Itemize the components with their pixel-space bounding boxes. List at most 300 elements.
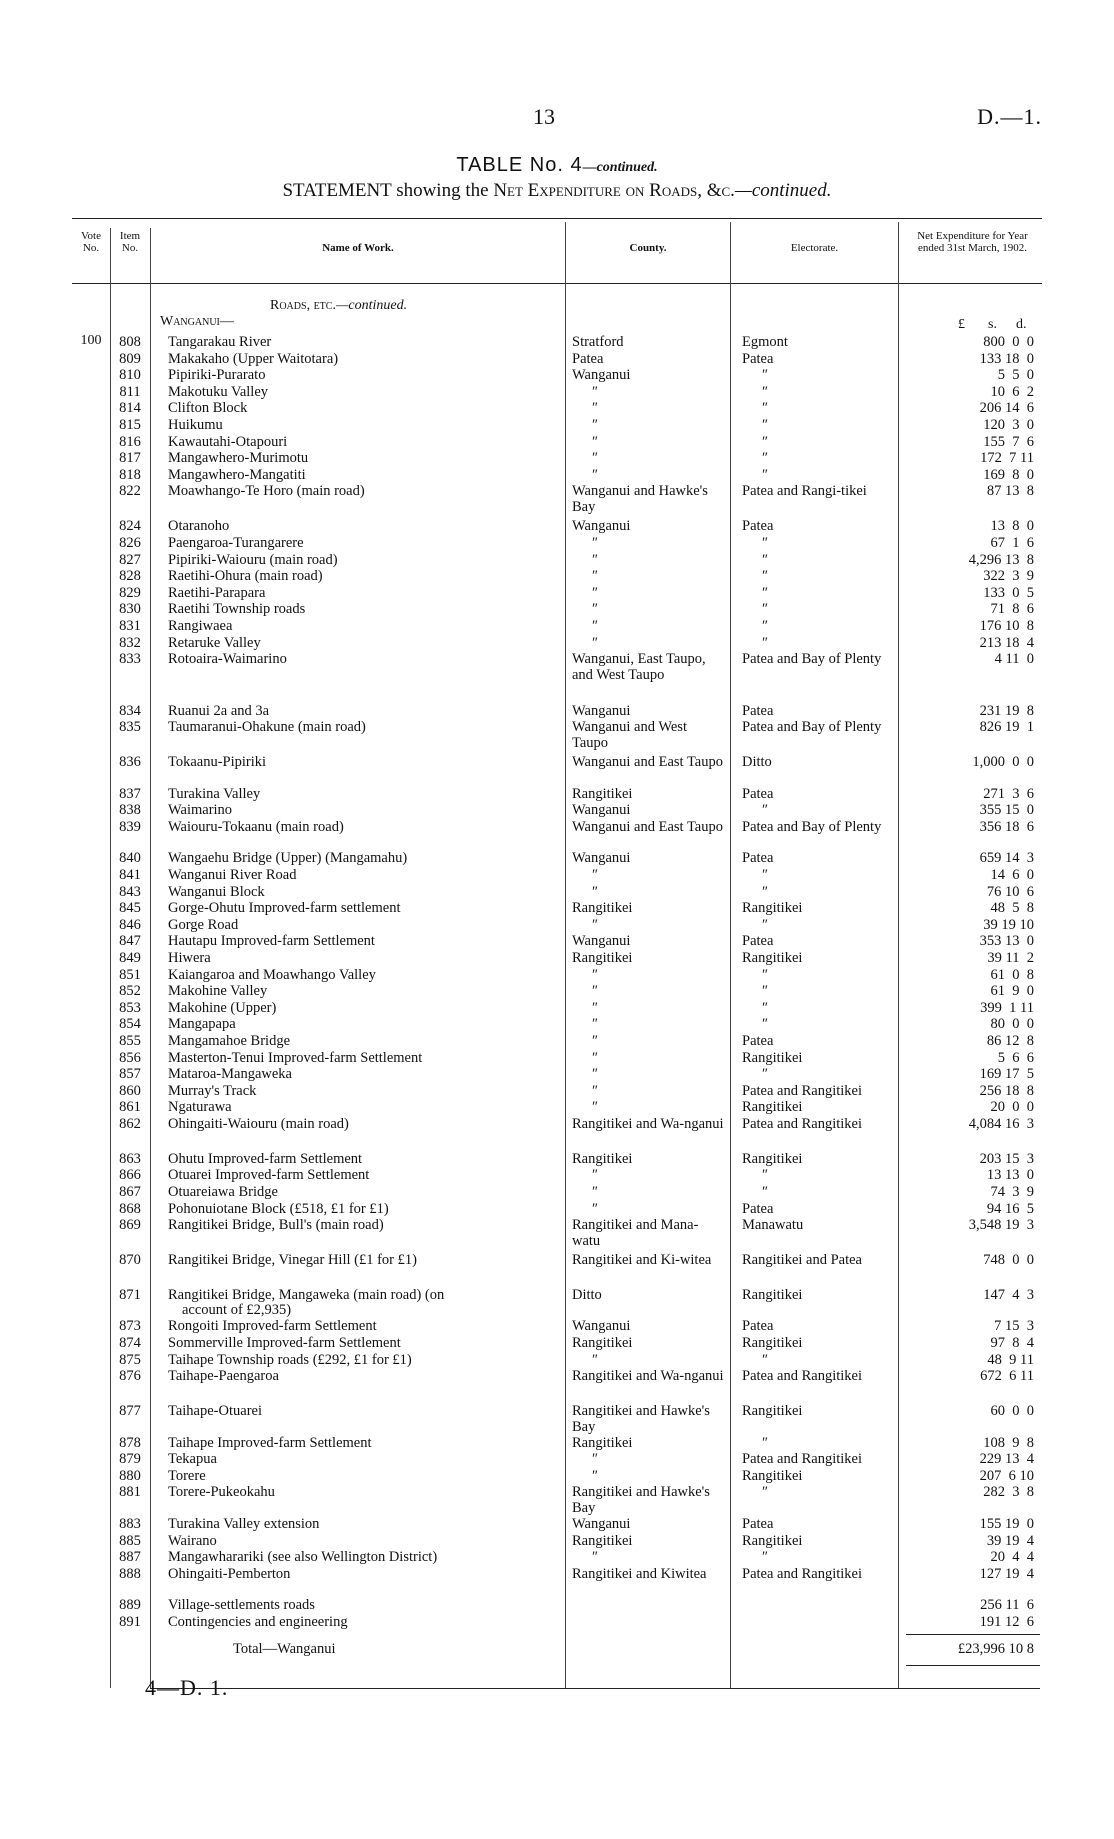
work-name: Wangaehu Bridge (Upper) (Mangamahu) [168, 850, 408, 867]
county-cell: ″ [592, 634, 599, 651]
item-number: 875 [119, 1351, 141, 1368]
county-cell: ″ [592, 534, 599, 551]
divider-name-county [565, 222, 566, 1688]
net-expenditure-amount: 206 14 6 [979, 400, 1034, 417]
net-expenditure-amount: 169 8 0 [983, 466, 1034, 483]
work-name-continued: account of £2,935) [182, 1301, 292, 1318]
work-name: Sommerville Improved-farm Settlement [168, 1335, 401, 1351]
net-expenditure-amount: 87 13 8 [986, 483, 1034, 500]
item-number: 871 [119, 1286, 141, 1303]
net-expenditure-amount: 191 12 6 [979, 1613, 1034, 1630]
electorate-cell: ″ [762, 916, 769, 933]
electorate-cell: ″ [762, 400, 769, 417]
net-expenditure-amount: 48 9 11 [987, 1351, 1034, 1368]
work-name: Tekapua [168, 1451, 217, 1468]
net-expenditure-amount: 60 0 0 [990, 1403, 1034, 1419]
work-name: Ohingaiti-Waiouru (main road) [168, 1115, 349, 1132]
work-name: Taihape Improved-farm Settlement [168, 1434, 372, 1451]
electorate-cell: Rangitikei [742, 1150, 803, 1167]
net-expenditure-amount: 67 1 6 [990, 534, 1034, 551]
county-cell: Rangitikei [572, 1335, 633, 1351]
electorate-cell: ″ [762, 966, 769, 983]
header-top-rule [72, 218, 1042, 219]
net-expenditure-amount: 133 18 0 [979, 350, 1034, 367]
county-cell: Rangitikei and Kiwitea [572, 1565, 707, 1582]
electorate-cell: Rangitikei [742, 1532, 803, 1549]
county-cell: Wanganui [572, 850, 631, 867]
col-header-name: Name of Work. [322, 242, 394, 254]
work-name: Contingencies and engineering [168, 1613, 348, 1630]
county-cell: ″ [592, 433, 599, 450]
net-expenditure-amount: 61 0 8 [990, 966, 1034, 983]
table-title-main: TABLE No. 4 [456, 154, 583, 176]
col-header-vote: Vote No. [81, 230, 101, 254]
item-number: 816 [119, 433, 141, 450]
electorate-cell: ″ [762, 1484, 769, 1501]
electorate-cell: ″ [762, 802, 769, 819]
electorate-cell: Patea [742, 1032, 774, 1049]
net-expenditure-amount: 10 6 2 [990, 383, 1034, 400]
net-expenditure-amount: 229 13 4 [979, 1451, 1034, 1468]
item-number: 854 [119, 1016, 141, 1033]
work-name: Turakina Valley extension [168, 1515, 320, 1532]
electorate-cell: Ditto [742, 754, 772, 770]
item-number: 835 [119, 719, 141, 736]
net-expenditure-amount: 826 19 1 [979, 719, 1034, 736]
item-number: 853 [119, 999, 141, 1016]
work-name: Makohine Valley [168, 983, 268, 1000]
county-cell: Wanganui [572, 933, 631, 950]
net-expenditure-amount: 61 9 0 [990, 983, 1034, 1000]
work-name: Hiwera [168, 949, 211, 966]
item-number: 868 [119, 1200, 141, 1217]
electorate-cell: ″ [762, 1016, 769, 1033]
col-header-net-expenditure: Net Expenditure for Year ended 31st March, 1902. [917, 230, 1028, 254]
county-cell: ″ [592, 417, 599, 433]
item-number: 851 [119, 966, 141, 983]
county-cell: Ditto [572, 1286, 602, 1303]
electorate-cell: ″ [762, 466, 769, 483]
net-expenditure-amount: 133 0 5 [983, 584, 1034, 601]
work-name: Rangiwaea [168, 617, 233, 634]
electorate-cell: Rangitikei [742, 1335, 803, 1351]
work-name: Otuareiawa Bridge [168, 1183, 278, 1200]
footer-signature: 4—D. 1. [145, 1675, 229, 1700]
electorate-cell: ″ [762, 1167, 769, 1184]
net-expenditure-amount: 1,000 0 0 [972, 754, 1034, 770]
item-number: 881 [119, 1484, 141, 1501]
item-number: 870 [119, 1252, 141, 1268]
electorate-cell: Egmont [742, 334, 788, 350]
work-name: Taihape-Paengaroa [168, 1368, 279, 1385]
work-name: Tokaanu-Pipiriki [168, 754, 267, 770]
work-name: Kawautahi-Otapouri [168, 433, 288, 450]
electorate-cell: ″ [762, 617, 769, 634]
item-number: 818 [119, 466, 141, 483]
item-number: 843 [119, 883, 141, 900]
net-expenditure-amount: 39 19 4 [986, 1532, 1034, 1549]
electorate-cell: Patea [742, 933, 774, 950]
electorate-cell: ″ [762, 983, 769, 1000]
item-number: 829 [119, 584, 141, 601]
electorate-cell: Patea and Bay of Plenty [742, 719, 882, 736]
county-cell: ″ [592, 1167, 599, 1184]
work-name: Waiouru-Tokaanu (main road) [168, 818, 344, 835]
county-cell: ″ [592, 1032, 599, 1049]
work-name: Moawhango-Te Horo (main road) [168, 483, 365, 500]
county-cell: Stratford [572, 334, 624, 350]
electorate-cell: Patea [742, 350, 774, 367]
work-name: Raetihi-Ohura (main road) [168, 568, 323, 585]
item-number: 840 [119, 850, 141, 867]
electorate-cell: ″ [762, 601, 769, 618]
electorate-cell: Patea [742, 1515, 774, 1532]
work-name: Pipiriki-Purarato [168, 367, 266, 384]
electorate-cell: ″ [762, 1434, 769, 1451]
net-expenditure-amount: 4,084 16 3 [968, 1115, 1034, 1132]
electorate-cell: Patea [742, 518, 774, 535]
net-expenditure-amount: 356 18 6 [979, 818, 1034, 835]
item-number: 869 [119, 1217, 141, 1234]
work-name: Hautapu Improved-farm Settlement [168, 933, 375, 950]
work-name: Mangawhero-Murimotu [168, 450, 309, 467]
net-expenditure-amount: 39 11 2 [987, 949, 1034, 966]
work-name: Rotoaira-Waimarino [168, 651, 287, 668]
item-number: 833 [119, 651, 141, 668]
county-cell: ″ [592, 1467, 599, 1484]
county-cell: ″ [592, 1549, 599, 1566]
net-expenditure-amount: 256 18 8 [979, 1082, 1034, 1099]
net-expenditure-amount: 231 19 8 [979, 702, 1034, 719]
item-number: 883 [119, 1515, 141, 1532]
work-name: Ruanui 2a and 3a [168, 702, 270, 719]
electorate-cell: Patea and Rangitikei [742, 1565, 862, 1582]
electorate-cell: ″ [762, 433, 769, 450]
net-expenditure-amount: 7 15 3 [994, 1318, 1034, 1335]
net-expenditure-amount: 5 5 0 [997, 367, 1034, 384]
county-cell: Rangitikei and Wa-nganui [572, 1368, 724, 1385]
net-expenditure-amount: 4 11 0 [994, 651, 1034, 668]
total-label: Total—Wanganui [233, 1641, 336, 1657]
electorate-cell: ″ [762, 1549, 769, 1566]
item-number: 822 [119, 483, 141, 500]
item-number: 877 [119, 1403, 141, 1419]
work-name: Wanganui Block [168, 883, 265, 900]
work-name: Mangawharariki (see also Wellington District) [168, 1549, 438, 1566]
item-number: 814 [119, 400, 141, 417]
item-number: 852 [119, 983, 141, 1000]
item-number: 888 [119, 1565, 141, 1582]
electorate-cell: ″ [762, 866, 769, 883]
electorate-cell: Patea [742, 850, 774, 867]
county-cell: Rangitikei [572, 1150, 633, 1167]
county-cell: ″ [592, 866, 599, 883]
table-title-suffix: —continued. [582, 160, 658, 175]
electorate-cell: Rangitikei [742, 949, 803, 966]
item-number: 830 [119, 601, 141, 618]
county-cell: Wanganui and Hawke's Bay [572, 483, 708, 516]
group-heading: Wanganui— [160, 314, 234, 329]
electorate-cell: Patea [742, 785, 774, 802]
county-cell: ″ [592, 1351, 599, 1368]
net-expenditure-amount: 169 17 5 [979, 1066, 1034, 1083]
electorate-cell: Patea and Bay of Plenty [742, 651, 882, 668]
county-cell: ″ [592, 1183, 599, 1200]
county-cell: ″ [592, 450, 599, 467]
item-number: 831 [119, 617, 141, 634]
work-name: Mangawhero-Mangatiti [168, 466, 306, 483]
item-number: 879 [119, 1451, 141, 1468]
net-expenditure-amount: 3,548 19 3 [968, 1217, 1034, 1234]
section-heading-caps: Roads, etc. [270, 298, 336, 313]
work-name: Torere [168, 1467, 206, 1484]
electorate-cell: Rangitikei [742, 1403, 803, 1419]
net-expenditure-amount: 147 4 3 [983, 1286, 1034, 1303]
table-bottom-rule [150, 1688, 1040, 1689]
county-cell: Wanganui and West Taupo [572, 719, 687, 752]
county-cell: ″ [592, 983, 599, 1000]
county-cell: Rangitikei and Hawke's Bay [572, 1484, 710, 1517]
item-number: 889 [119, 1597, 141, 1614]
electorate-cell: Rangitikei and Patea [742, 1252, 862, 1268]
net-expenditure-amount: 672 6 11 [980, 1368, 1034, 1385]
county-cell: Wanganui and East Taupo [572, 754, 723, 770]
net-expenditure-amount: 20 4 4 [990, 1549, 1034, 1566]
electorate-cell: Patea and Rangitikei [742, 1451, 862, 1468]
work-name: Otaranoho [168, 518, 230, 535]
county-cell: Rangitikei and Mana-watu [572, 1217, 699, 1250]
county-cell: ″ [592, 999, 599, 1016]
county-cell: Rangitikei [572, 900, 633, 917]
electorate-cell: Patea and Rangi-tikei [742, 483, 867, 500]
electorate-cell: Manawatu [742, 1217, 804, 1234]
county-cell: ″ [592, 1200, 599, 1217]
electorate-cell: Rangitikei [742, 1286, 803, 1303]
work-name: Raetihi-Parapara [168, 584, 266, 601]
item-number: 845 [119, 900, 141, 917]
net-expenditure-amount: 213 18 4 [979, 634, 1034, 651]
work-name: Waimarino [168, 802, 233, 819]
net-expenditure-amount: 172 7 11 [980, 450, 1034, 467]
item-number: 880 [119, 1467, 141, 1484]
item-number: 849 [119, 949, 141, 966]
work-name: Gorge-Ohutu Improved-farm settlement [168, 900, 401, 917]
net-expenditure-amount: 13 8 0 [990, 518, 1034, 535]
work-name: Masterton-Tenui Improved-farm Settlement [168, 1049, 423, 1066]
net-expenditure-amount: 353 13 0 [979, 933, 1034, 950]
county-cell: Wanganui [572, 802, 631, 819]
county-cell: ″ [592, 584, 599, 601]
work-name: Mangamahoe Bridge [168, 1032, 291, 1049]
item-number: 827 [119, 551, 141, 568]
work-name: Rongoiti Improved-farm Settlement [168, 1318, 377, 1335]
electorate-cell: ″ [762, 551, 769, 568]
electorate-cell: ″ [762, 999, 769, 1016]
work-name: Taihape Township roads (£292, £1 for £1) [168, 1351, 412, 1368]
item-number: 836 [119, 754, 141, 770]
net-expenditure-amount: 748 0 0 [983, 1252, 1034, 1268]
col-header-item: Item No. [119, 230, 141, 254]
net-expenditure-amount: 399 1 11 [980, 999, 1034, 1016]
item-number: 860 [119, 1082, 141, 1099]
net-expenditure-amount: 176 10 8 [979, 617, 1034, 634]
county-cell: Rangitikei and Hawke's Bay [572, 1403, 710, 1435]
item-number: 841 [119, 866, 141, 883]
total-bottom-rule [906, 1665, 1040, 1666]
electorate-cell: Patea [742, 1318, 774, 1335]
work-name: Otuarei Improved-farm Settlement [168, 1167, 370, 1184]
work-name: Rangitikei Bridge, Vinegar Hill (£1 for £1) [168, 1252, 417, 1268]
item-number: 876 [119, 1368, 141, 1385]
county-cell: Rangitikei [572, 1434, 633, 1451]
item-number: 847 [119, 933, 141, 950]
county-cell: ″ [592, 966, 599, 983]
electorate-cell: ″ [762, 1351, 769, 1368]
county-cell: ″ [592, 383, 599, 400]
electorate-cell: ″ [762, 1066, 769, 1083]
table-subtitle [0, 180, 1114, 202]
net-expenditure-amount: 97 8 4 [990, 1335, 1034, 1351]
net-expenditure-amount: 14 6 0 [990, 866, 1034, 883]
item-number: 809 [119, 350, 141, 367]
work-name: Turakina Valley [168, 785, 261, 802]
work-name: Makakaho (Upper Waitotara) [168, 350, 339, 367]
work-name: Tangarakau River [168, 334, 272, 350]
net-expenditure-amount: 355 15 0 [979, 802, 1034, 819]
net-expenditure-amount: 48 5 8 [990, 900, 1034, 917]
item-number: 855 [119, 1032, 141, 1049]
divider-item-name [150, 228, 151, 1688]
county-cell: Wanganui [572, 518, 631, 535]
electorate-cell: ″ [762, 1183, 769, 1200]
item-number: 866 [119, 1167, 141, 1184]
work-name: Wairano [168, 1532, 217, 1549]
net-expenditure-amount: 108 9 8 [983, 1434, 1034, 1451]
net-expenditure-amount: 71 8 6 [990, 601, 1034, 618]
work-name: Wanganui River Road [168, 866, 297, 883]
header-bottom-rule [72, 283, 1042, 284]
county-cell: ″ [592, 1016, 599, 1033]
county-cell: Wanganui [572, 1515, 631, 1532]
electorate-cell: ″ [762, 634, 769, 651]
item-number: 862 [119, 1115, 141, 1132]
work-name: Pohonuiotane Block (£518, £1 for £1) [168, 1200, 389, 1217]
work-name: Paengaroa-Turangarere [168, 534, 304, 551]
net-expenditure-amount: 120 3 0 [983, 417, 1034, 433]
net-expenditure-amount: 800 0 0 [983, 334, 1034, 350]
net-expenditure-amount: 5 6 6 [997, 1049, 1034, 1066]
page-header [0, 104, 1114, 134]
item-number: 824 [119, 518, 141, 535]
county-cell: ″ [592, 466, 599, 483]
item-number: 839 [119, 818, 141, 835]
net-expenditure-amount: 659 14 3 [979, 850, 1034, 867]
county-cell: Rangitikei [572, 1532, 633, 1549]
electorate-cell: Patea [742, 702, 774, 719]
work-name: Ohingaiti-Pemberton [168, 1565, 291, 1582]
net-expenditure-amount: 256 11 6 [980, 1597, 1034, 1614]
section-heading-tail: —continued. [335, 298, 408, 313]
work-name: Rangitikei Bridge, Bull's (main road) [168, 1217, 384, 1234]
work-name: Raetihi Township roads [168, 601, 306, 618]
net-expenditure-amount: 74 3 9 [990, 1183, 1034, 1200]
net-expenditure-amount: 13 13 0 [986, 1167, 1034, 1184]
item-number: 867 [119, 1183, 141, 1200]
electorate-cell: ″ [762, 383, 769, 400]
net-expenditure-amount: 20 0 0 [990, 1099, 1034, 1116]
county-cell: Rangitikei and Wa-nganui [572, 1115, 724, 1132]
item-number: 891 [119, 1613, 141, 1630]
work-name: Ohutu Improved-farm Settlement [168, 1150, 363, 1167]
net-expenditure-amount: 155 19 0 [979, 1515, 1034, 1532]
item-number: 817 [119, 450, 141, 467]
net-expenditure-amount: 322 3 9 [983, 568, 1034, 585]
section-code: D.—1. [977, 104, 1042, 129]
item-number: 811 [119, 383, 141, 400]
item-number: 838 [119, 802, 141, 819]
work-name: Taumaranui-Ohakune (main road) [168, 719, 366, 736]
county-cell: ″ [592, 551, 599, 568]
work-name: Gorge Road [168, 916, 239, 933]
item-number: 874 [119, 1335, 141, 1351]
item-number: 846 [119, 916, 141, 933]
electorate-cell: ″ [762, 367, 769, 384]
county-cell: Wanganui [572, 1318, 631, 1335]
col-header-county: County. [629, 242, 667, 254]
subtitle-tail: —continued. [734, 180, 832, 201]
electorate-cell: ″ [762, 534, 769, 551]
item-number: 834 [119, 702, 141, 719]
item-number: 878 [119, 1434, 141, 1451]
section-heading [270, 298, 407, 314]
electorate-cell: Patea and Bay of Plenty [742, 818, 882, 835]
county-cell: ″ [592, 1066, 599, 1083]
electorate-cell: ″ [762, 584, 769, 601]
currency-pence: d. [1016, 317, 1027, 332]
net-expenditure-amount: 203 15 3 [979, 1150, 1034, 1167]
county-cell: ″ [592, 916, 599, 933]
work-name: Kaiangaroa and Moawhango Valley [168, 966, 376, 983]
net-expenditure-amount: 271 3 6 [983, 785, 1034, 802]
work-name: Makohine (Upper) [168, 999, 277, 1016]
work-name: Makotuku Valley [168, 383, 269, 400]
net-expenditure-amount: 282 3 8 [983, 1484, 1034, 1501]
electorate-cell: ″ [762, 450, 769, 467]
col-header-electorate: Electorate. [790, 242, 839, 254]
subtitle-lead: STATEMENT showing the [282, 180, 494, 201]
electorate-cell: Patea and Rangitikei [742, 1082, 862, 1099]
net-expenditure-amount: 39 19 10 [983, 916, 1034, 933]
county-cell: ″ [592, 400, 599, 417]
work-name: Murray's Track [168, 1082, 257, 1099]
work-name: Ngaturawa [168, 1099, 232, 1116]
item-number: 815 [119, 417, 141, 433]
net-expenditure-amount: 127 19 4 [979, 1565, 1034, 1582]
county-cell: Rangitikei [572, 949, 633, 966]
county-cell: Wanganui [572, 702, 631, 719]
page-number: 13 [533, 104, 555, 129]
electorate-cell: ″ [762, 568, 769, 585]
county-cell: ″ [592, 1099, 599, 1116]
work-name: Huikumu [168, 417, 223, 433]
county-cell: ″ [592, 1049, 599, 1066]
net-expenditure-amount: 86 12 8 [986, 1032, 1034, 1049]
work-name: Pipiriki-Waiouru (main road) [168, 551, 338, 568]
vote-number: 100 [80, 333, 102, 348]
net-expenditure-amount: 76 10 6 [986, 883, 1034, 900]
work-name: Mataroa-Mangaweka [168, 1066, 292, 1083]
county-cell: Wanganui [572, 367, 631, 384]
